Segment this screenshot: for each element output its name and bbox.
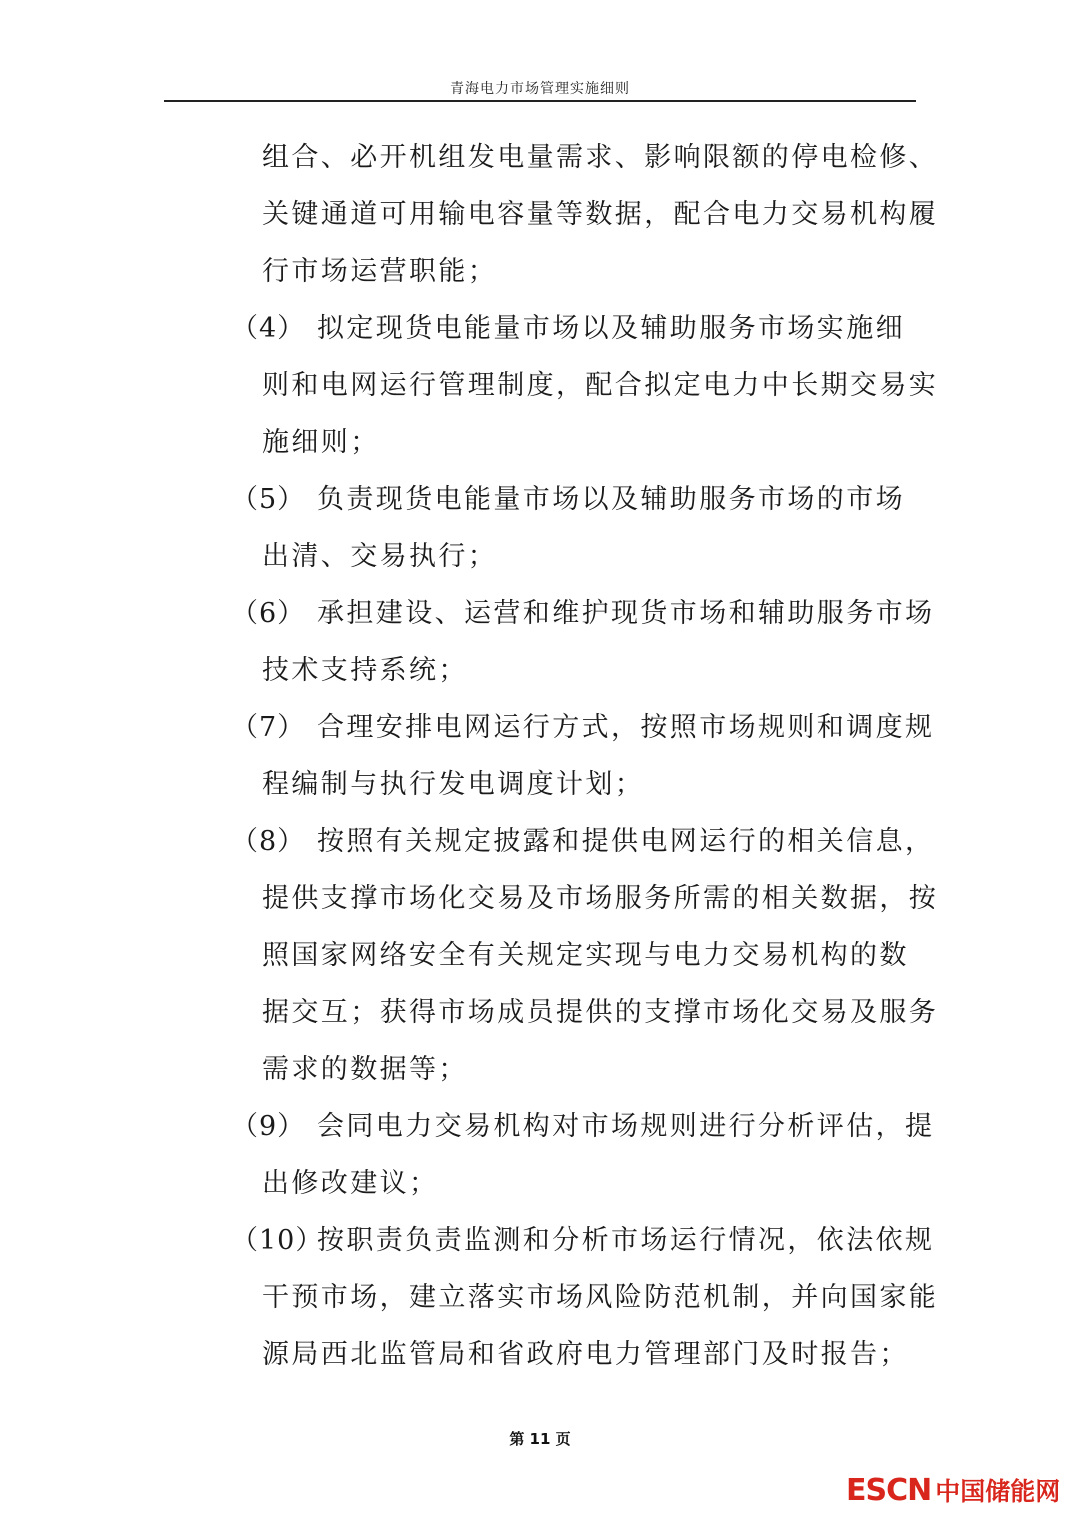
watermark-cjk: 中国储能网 xyxy=(935,1477,1061,1506)
text-line xyxy=(231,1269,939,1326)
text-line xyxy=(231,927,917,984)
line-text: 提供支撑市场化交易及市场服务所需的相关数据，按 xyxy=(262,883,939,914)
line-text: 行市场运营职能； xyxy=(262,256,498,287)
header-rule xyxy=(164,100,916,102)
line-text: 源局西北监管局和省政府电力管理部门及时报告； xyxy=(262,1339,909,1370)
line-text: 程编制与执行发电调度计划； xyxy=(262,769,645,800)
line-text: 按职责负责监测和分析市场运行情况，依法依规 xyxy=(317,1225,935,1256)
document-body xyxy=(231,129,939,1383)
line-text: 按照有关规定披露和提供电网运行的相关信息， xyxy=(317,826,935,857)
line-text: 承担建设、运营和维护现货市场和辅助服务市场 xyxy=(317,598,935,629)
running-header: 青海电力市场管理实施细则 xyxy=(450,81,630,97)
line-text: 施细则； xyxy=(262,427,380,458)
item-number: （5） xyxy=(231,484,306,515)
line-text: 出修改建议； xyxy=(262,1168,439,1199)
text-line xyxy=(231,984,939,1041)
line-text: 组合、必开机组发电量需求、影响限额的停电检修、 xyxy=(262,142,939,173)
item-number: （9） xyxy=(231,1111,306,1142)
item-number: （4） xyxy=(231,313,306,344)
list-item-5 xyxy=(231,471,917,528)
line-text: 关键通道可用输电容量等数据，配合电力交易机构履 xyxy=(262,199,939,230)
list-item-8 xyxy=(231,813,935,870)
item-number: （8） xyxy=(231,826,306,857)
text-line xyxy=(231,129,939,186)
text-line xyxy=(231,870,939,927)
line-text: 需求的数据等； xyxy=(262,1054,468,1085)
line-text: 则和电网运行管理制度，配合拟定电力中长期交易实 xyxy=(262,370,939,401)
text-line xyxy=(231,414,917,471)
line-text: 拟定现货电能量市场以及辅助服务市场实施细 xyxy=(317,313,905,344)
text-line xyxy=(231,1041,917,1098)
list-item-10 xyxy=(231,1212,935,1269)
line-text: 合理安排电网运行方式，按照市场规则和调度规 xyxy=(317,712,935,743)
item-number: （7） xyxy=(231,712,306,743)
list-item-6 xyxy=(231,585,935,642)
text-line xyxy=(231,528,917,585)
text-line xyxy=(231,642,917,699)
text-line xyxy=(231,243,917,300)
text-line xyxy=(231,357,939,414)
text-line xyxy=(231,1326,917,1383)
line-text: 照国家网络安全有关规定实现与电力交易机构的数 xyxy=(262,940,909,971)
line-text: 会同电力交易机构对市场规则进行分析评估，提 xyxy=(317,1111,935,1142)
text-line xyxy=(231,756,917,813)
list-item-7 xyxy=(231,699,935,756)
page-number: 第 11 页 xyxy=(509,1430,571,1448)
text-line xyxy=(231,1155,917,1212)
list-item-9 xyxy=(231,1098,935,1155)
line-text: 负责现货电能量市场以及辅助服务市场的市场 xyxy=(317,484,905,515)
escn-watermark-logo xyxy=(846,1470,1062,1510)
item-number: （10） xyxy=(231,1225,324,1256)
item-number: （6） xyxy=(231,598,306,629)
list-item-4 xyxy=(231,300,917,357)
text-line xyxy=(231,186,939,243)
line-text: 技术支持系统； xyxy=(262,655,468,686)
watermark-latin: ESCN xyxy=(846,1472,932,1508)
line-text: 干预市场，建立落实市场风险防范机制，并向国家能 xyxy=(262,1282,939,1313)
line-text: 出清、交易执行； xyxy=(262,541,498,572)
line-text: 据交互；获得市场成员提供的支撑市场化交易及服务 xyxy=(262,997,939,1028)
